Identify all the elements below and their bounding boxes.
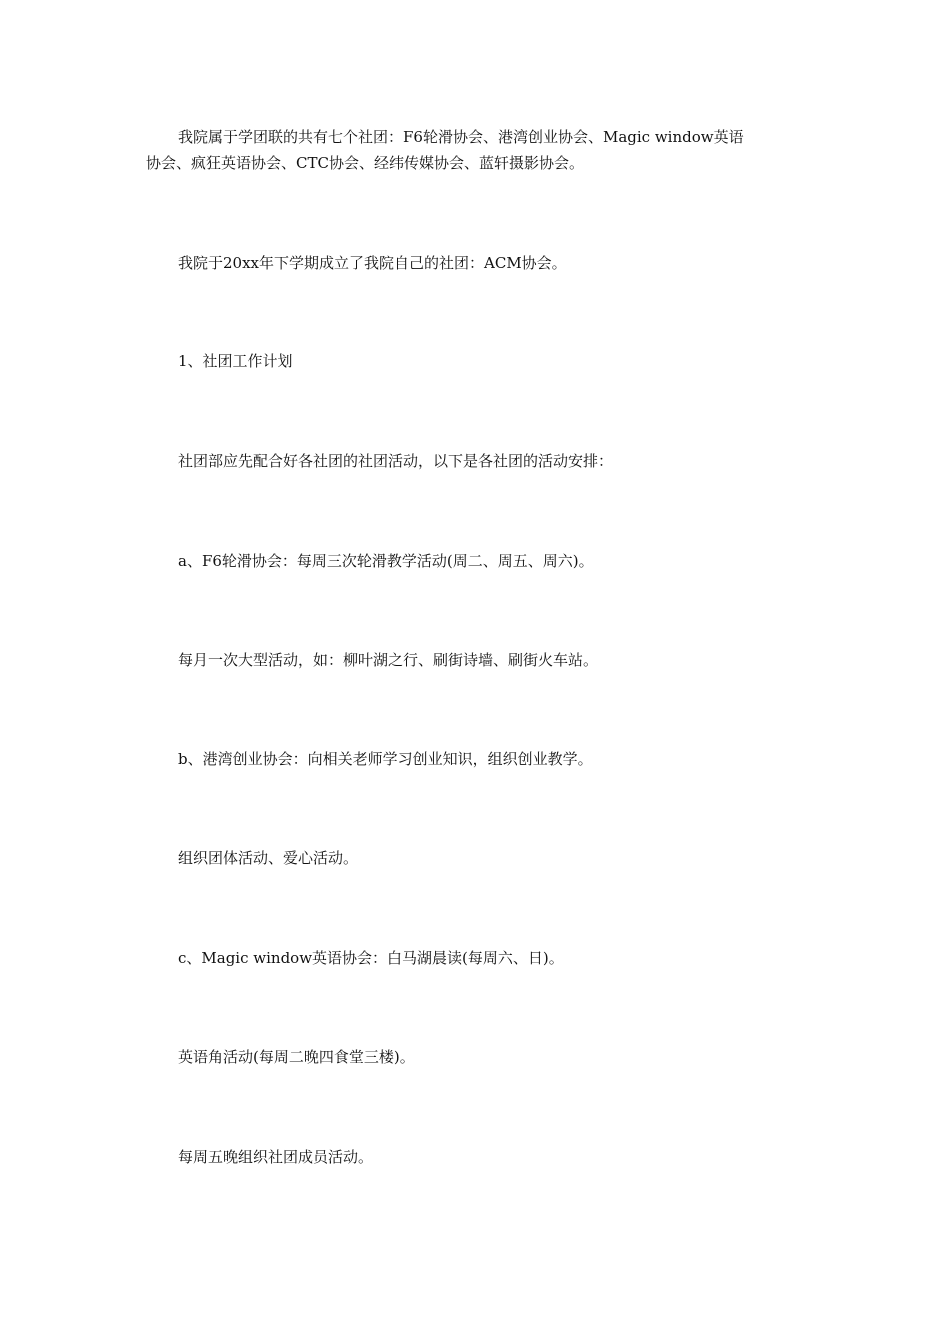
list-item: b、港湾创业协会：向相关老师学习创业知识，组织创业教学。 [178, 750, 593, 768]
paragraph-acm: 我院于20xx年下学期成立了我院自己的社团：ACM协会。 [178, 254, 567, 272]
paragraph-line: 协会、疯狂英语协会、CTC协会、经纬传媒协会、蓝轩摄影协会。 [146, 154, 584, 172]
section-heading: 1、社团工作计划 [178, 352, 293, 370]
list-item: a、F6轮滑协会：每周三次轮滑教学活动(周二、周五、周六)。 [178, 552, 594, 570]
paragraph: 每月一次大型活动，如：柳叶湖之行、刷街诗墙、刷街火车站。 [178, 651, 599, 669]
paragraph: 组织团体活动、爱心活动。 [178, 849, 359, 867]
paragraph-clubs-list [146, 124, 744, 176]
list-item: c、Magic window英语协会：白马湖晨读(每周六、日)。 [178, 949, 564, 967]
paragraph-line: 我院属于学团联的共有七个社团：F6轮滑协会、港湾创业协会、Magic window英语 [178, 128, 744, 146]
paragraph: 每周五晚组织社团成员活动。 [178, 1148, 374, 1166]
paragraph-intro: 社团部应先配合好各社团的社团活动，以下是各社团的活动安排： [178, 452, 614, 470]
paragraph: 英语角活动(每周二晚四食堂三楼)。 [178, 1048, 415, 1066]
